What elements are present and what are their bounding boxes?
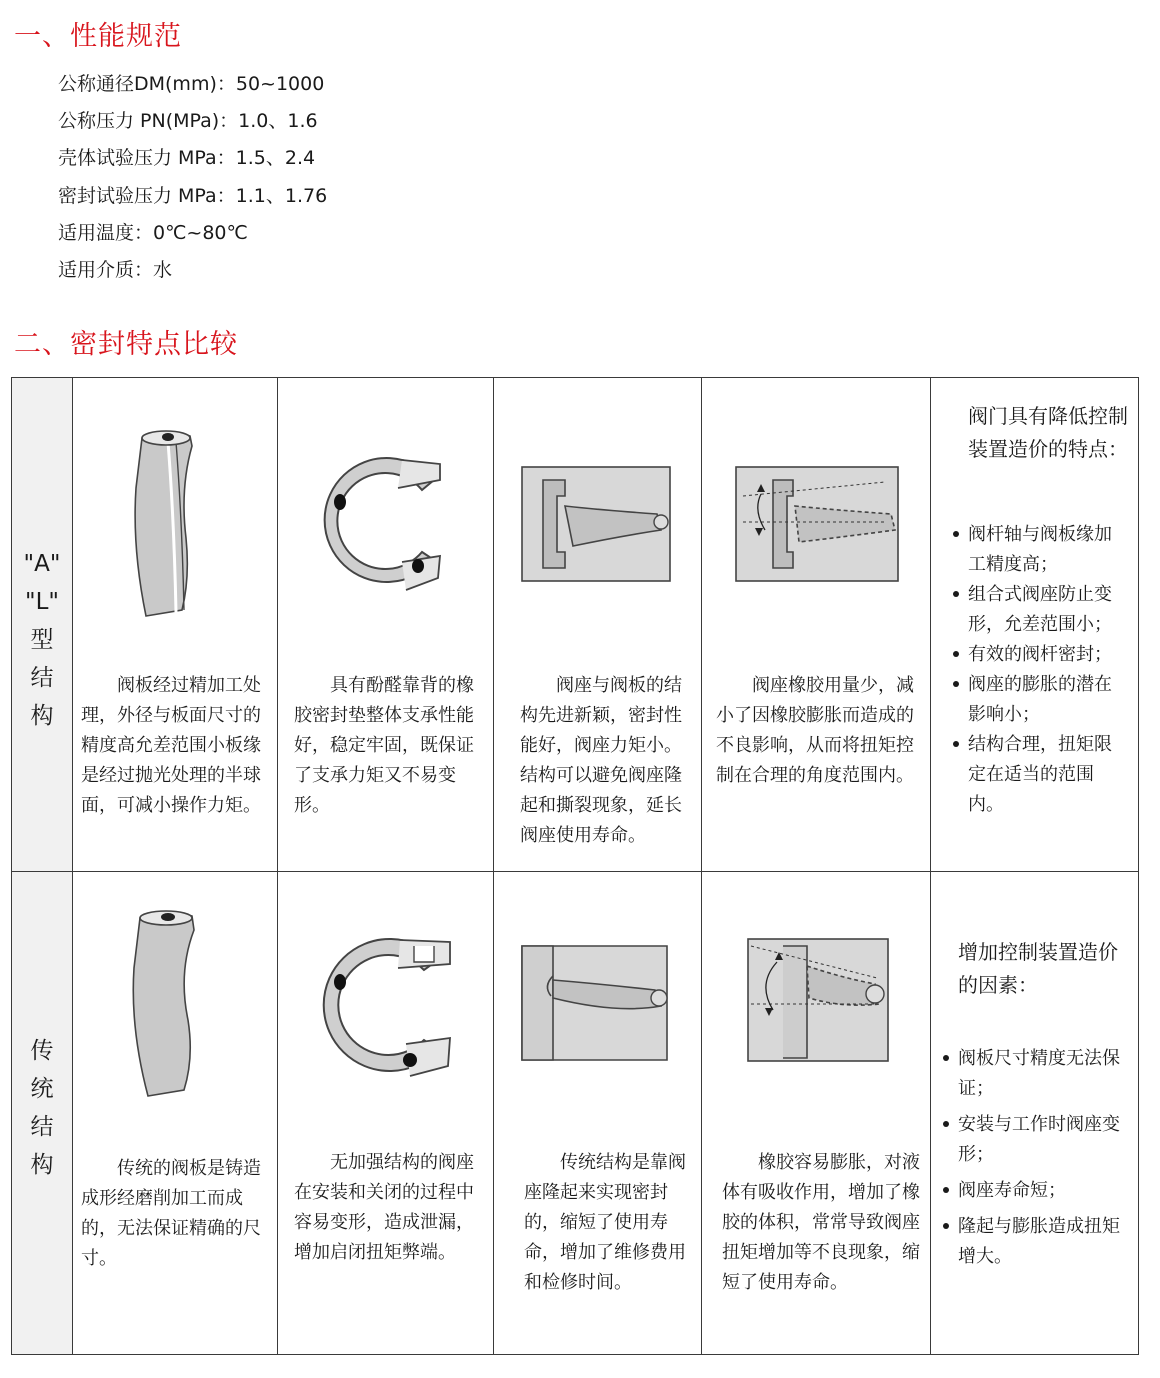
cell-description: 无加强结构的阀座在安装和关闭的过程中容易变形，造成泄漏，增加启闭扭矩弊端。 (294, 1152, 474, 1263)
spec-item: 壳体试验压力 MPa：1.5、2.4 (58, 147, 316, 170)
spec-item: 适用介质：水 (58, 258, 173, 281)
cell-seat-disc-al (494, 378, 702, 872)
cell-seat-ring-traditional (278, 872, 494, 1354)
summary-list (941, 1044, 1129, 1272)
seat-rubber-section-illustration (747, 938, 889, 1062)
row-label-char: "L" (25, 589, 59, 615)
summary-point: 隆起与膨胀造成扭矩增大。 (941, 1212, 1129, 1272)
cell-description: 阀板经过精加工处理，外径与板面尺寸的精度高允差范围小板缘是经过抛光处理的半球面，可减小操作力矩。 (81, 675, 261, 816)
section-title-performance: 一、性能规范 (14, 21, 182, 52)
valve-disc-illustration (128, 908, 208, 1100)
summary-point: 结构合理，扭矩限定在适当的范围内。 (951, 730, 1129, 820)
cell-summary-traditional (931, 872, 1138, 1354)
summary-list (951, 520, 1129, 820)
cell-disc-al (73, 378, 278, 872)
cell-seat-ring-al (278, 378, 494, 872)
summary-point: 阀杆轴与阀板缘加工精度高； (951, 520, 1129, 580)
seat-disc-section-illustration (521, 466, 671, 582)
row-label-char: 传 (30, 1038, 54, 1064)
summary-point: 组合式阀座防止变形，允差范围小； (951, 580, 1129, 640)
row-label-char: 型 (30, 627, 54, 653)
cell-seat-disc-traditional (494, 872, 702, 1354)
cell-description: 具有酚醛靠背的橡胶密封垫整体支承性能好，稳定牢固，既保证了支承力矩又不易变形。 (294, 675, 474, 816)
spec-item: 公称通径DM(mm)：50~1000 (58, 73, 325, 95)
seal-ring-illustration (302, 924, 452, 1086)
summary-point: 阀板尺寸精度无法保证； (941, 1044, 1129, 1104)
cell-summary-al (931, 378, 1138, 872)
row-label-char: 结 (30, 1114, 54, 1140)
comparison-table (11, 377, 1139, 1355)
valve-disc-illustration (128, 428, 208, 620)
spec-item: 密封试验压力 MPa：1.1、1.76 (58, 184, 328, 207)
cell-rubber-al (702, 378, 931, 872)
cell-description: 传统的阀板是铸造成形经磨削加工而成的，无法保证精确的尺寸。 (81, 1158, 261, 1269)
cell-description: 橡胶容易膨胀，对液体有吸收作用，增加了橡胶的体积，常常导致阀座扭矩增加等不良现象，缩短了使用寿命。 (722, 1152, 920, 1293)
row-label-al-structure (12, 378, 73, 872)
summary-intro: 增加控制装置造价的因素： (958, 940, 1118, 997)
cell-description: 阀座橡胶用量少，减小了因橡胶膨胀而造成的不良影响，从而将扭矩控制在合理的角度范围内。 (716, 675, 914, 786)
section-title-seal-comparison: 二、密封特点比较 (14, 329, 238, 360)
seat-rubber-section-illustration (735, 466, 899, 582)
row-label-char: 构 (30, 1152, 54, 1178)
cell-disc-traditional (73, 872, 278, 1354)
summary-point: 有效的阀杆密封； (951, 640, 1129, 670)
row-label-char: 统 (30, 1076, 54, 1102)
seat-disc-section-illustration (521, 942, 669, 1062)
summary-intro: 阀门具有降低控制装置造价的特点： (968, 404, 1128, 461)
row-label-char: "A" (23, 551, 61, 577)
spec-item: 适用温度：0℃~80℃ (58, 221, 248, 244)
row-label-traditional-structure (12, 872, 73, 1354)
row-label-char: 构 (30, 703, 54, 729)
spec-list (58, 66, 327, 289)
summary-point: 安装与工作时阀座变形； (941, 1110, 1129, 1170)
seal-ring-illustration (306, 450, 446, 600)
cell-rubber-traditional (702, 872, 931, 1354)
cell-description: 阀座与阀板的结构先进新颖，密封性能好，阀座力矩小。结构可以避免阀座隆起和撕裂现象，延长阀座使用寿命。 (520, 675, 682, 846)
spec-item: 公称压力 PN(MPa)：1.0、1.6 (58, 110, 318, 133)
summary-point: 阀座的膨胀的潜在影响小； (951, 670, 1129, 730)
summary-point: 阀座寿命短； (941, 1176, 1129, 1206)
cell-description: 传统结构是靠阀座隆起来实现密封的，缩短了使用寿命，增加了维修费用和检修时间。 (524, 1152, 686, 1293)
row-label-char: 结 (30, 665, 54, 691)
